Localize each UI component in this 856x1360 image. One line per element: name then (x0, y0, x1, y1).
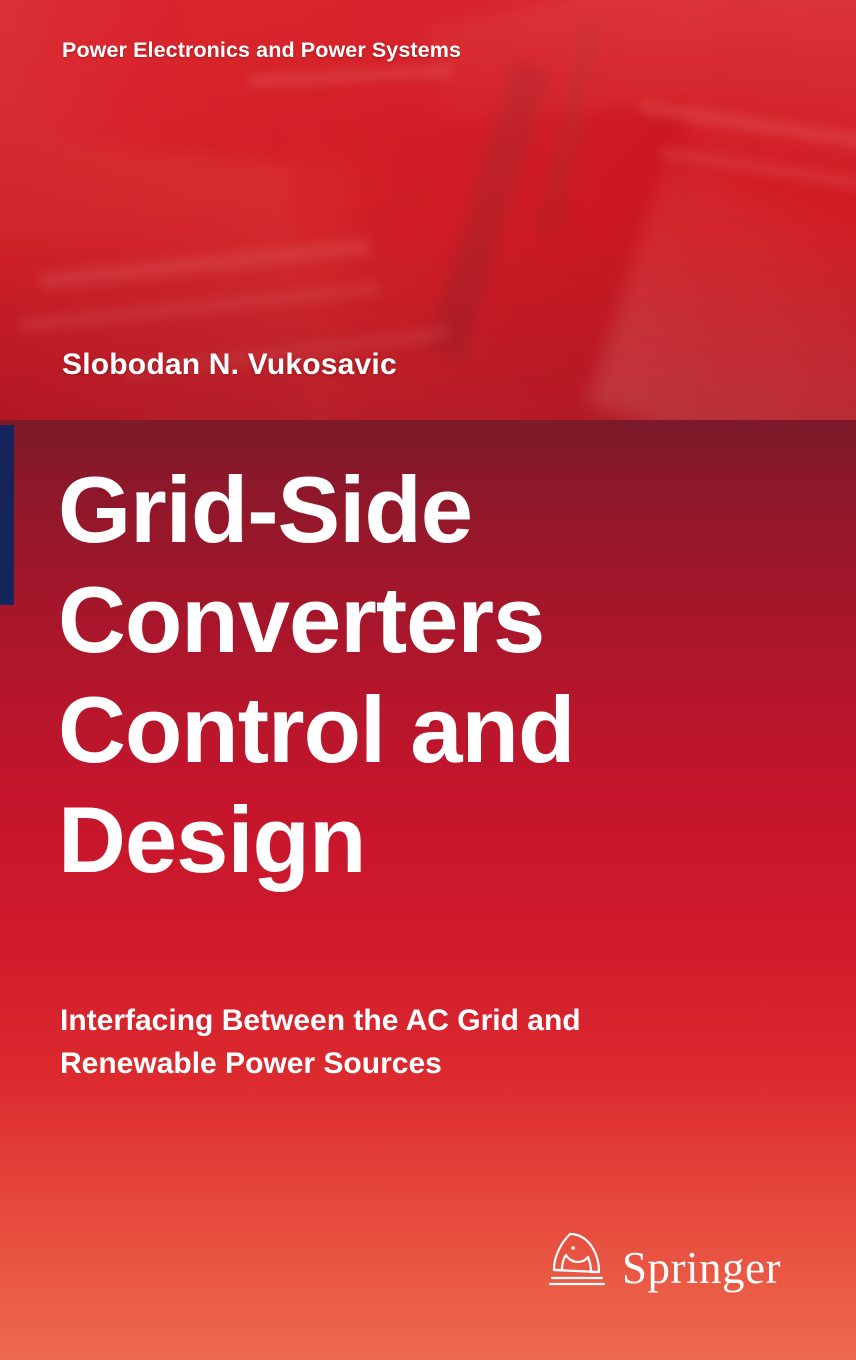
publisher-name: Springer (622, 1243, 781, 1293)
author-name: Slobodan N. Vukosavic (62, 348, 397, 381)
book-title-line: Grid-Side (58, 457, 473, 562)
book-subtitle-line: Interfacing Between the AC Grid and (60, 1004, 581, 1037)
book-title-line: Converters (58, 566, 545, 672)
book-title-line: Control and (58, 676, 575, 782)
springer-knight-icon (540, 1226, 614, 1302)
series-title: Power Electronics and Power Systems (62, 38, 462, 62)
book-subtitle (60, 1000, 760, 1085)
spine-accent-bar (0, 425, 14, 605)
book-subtitle-line: Renewable Power Sources (60, 1046, 442, 1080)
publisher-logo (540, 1218, 790, 1318)
book-title-line: Design (58, 786, 366, 892)
book-title (58, 455, 798, 895)
